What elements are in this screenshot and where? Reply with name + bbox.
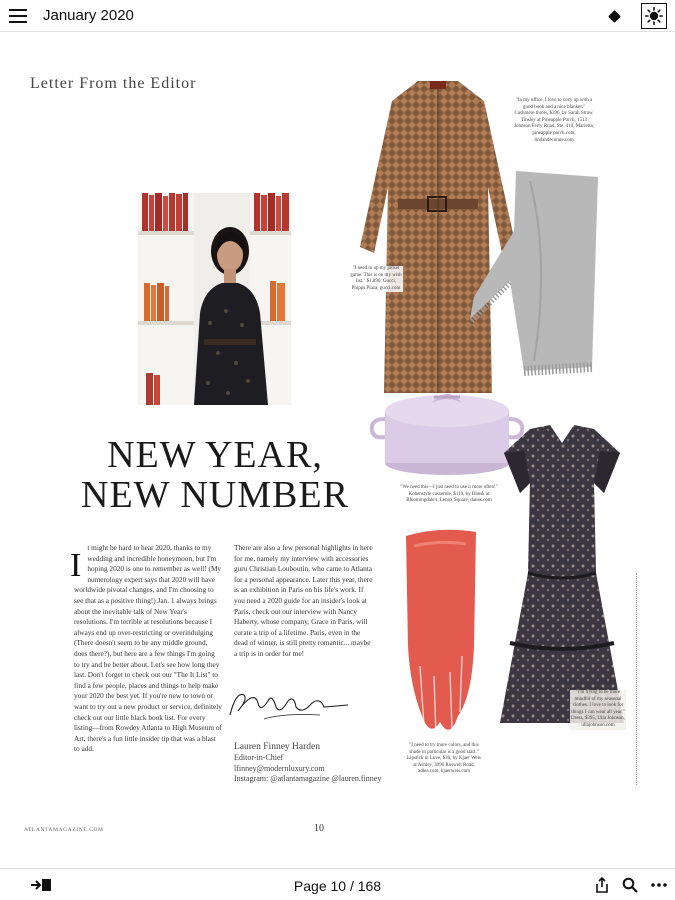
article-text-1: t might be hard to hear 2020, thanks to my wedding and incredible honeymoon, but I'm hoping 2020 is one to remember as well! (My numerology expert says that 2020 will have worldwide pivotal changes, and I'm choosing to see that as a positive thing!) Jan. 1 always brings about the inevitable talk of New Year's resolutions. I'm terrible at resolutions because I always end up over-restricting or overindulging (There doesn't seem to be any middle ground, does there?), but here are a few things I'm going to try and be better about. Let's see how long they last. Don't forget to check out our "The It List" to find a few people, places and things to help make your 2020 the best yet. If you're new to town or want to try out a new product or service, definitely check out our little black book list. For every listing—from Rowdey Atlanta to High Museum of Art, there's a fun little insider tip that was a blast to add. — [74, 543, 222, 754]
headline — [60, 435, 370, 515]
exit-icon[interactable] — [30, 878, 52, 892]
section-heading: Letter From the Editor — [30, 75, 197, 92]
casserole-caption: "We need this—I just need to use it more often!" Kobenstyle casserole, $110, by Dansk at Bloomingdale's, Lenox Square, dansk.com — [400, 485, 498, 504]
folio: ATLANTAMAGAZINE.COM — [24, 827, 104, 833]
lipstick-caption: "I need to try more colors, and this shade in particular is a good start." Lipstick in Love, $30, by Kjaer Weis at Ashley, 3096 Roswell Road, adlea.com, kjaerweis.com — [407, 743, 481, 775]
scarf-caption: "I need to up my jacket game. This is on my wish list." $1,890, Gucci, Phipps Plaza, gucci.com — [350, 266, 402, 291]
brightness-button[interactable] — [641, 3, 667, 29]
dress-product-image — [500, 423, 624, 733]
editor-email: lfinney@modernluxury.com — [234, 763, 325, 773]
drop-cap: I — [70, 547, 82, 584]
printed-page-number: 10 — [314, 823, 324, 834]
top-toolbar — [0, 0, 675, 32]
coat-caption: "In my office, I love to cozy up with a good book and a nice blanket." Cashmere throw, $396, by Sarah Straw. Tinsley at Pineapple Porch, 1513 Johnson Ferry Road, Ste. 410, Marietta, pineapple porch.com, lindahdecorate.com — [514, 98, 594, 143]
editor-portrait — [138, 193, 291, 405]
dress-caption: "I'm trying to be more mindful of my seasonal clothes. I love to look for things I can wear all year." Dress, $395, Ulla Johnson, ullajohnson.com — [571, 690, 625, 728]
page-indicator: Page 10 / 168 — [293, 878, 382, 894]
headline-line-2: NEW NUMBER — [81, 474, 349, 516]
editor-name: Lauren Finney Harden — [234, 742, 320, 752]
article-column-2 — [234, 543, 374, 660]
editor-signature — [224, 685, 354, 723]
vertical-credit-line — [636, 573, 640, 785]
headline-line-1: NEW YEAR, — [107, 434, 323, 476]
search-icon[interactable] — [622, 877, 638, 893]
editor-title: Editor-in-Chief — [234, 753, 284, 762]
more-icon[interactable] — [650, 877, 668, 893]
issue-title: January 2020 — [43, 7, 134, 24]
bookmark-icon[interactable] — [608, 10, 621, 23]
article-column-1 — [70, 543, 222, 755]
article-text-2: There are also a few personal highlights in here for me, namely my interview with accessories guru Christian Louboutin, who came to Atlanta for a personal appearance. Later this year, there is an exhibition in Paris on his life's work. If you need a 2020 guide for an insider's look at Paris, check out our interview with Nancy Haberty, whose company, Grace in Paris, will curate a trip of a lifetime. Paris, even in the dead of winter, is still pretty romantic... maybe a trip is in order for me! — [234, 543, 373, 658]
scarf-product-image — [470, 171, 598, 389]
share-icon[interactable] — [594, 877, 610, 893]
editor-instagram: Instagram: @atlantamagazine @lauren.finney — [234, 774, 382, 783]
magazine-page[interactable] — [0, 33, 675, 863]
editor-signoff — [234, 741, 394, 785]
brightness-icon — [645, 7, 663, 25]
menu-icon[interactable] — [9, 9, 27, 23]
bottom-toolbar — [0, 868, 675, 900]
lipstick-swatch-image — [400, 526, 482, 740]
